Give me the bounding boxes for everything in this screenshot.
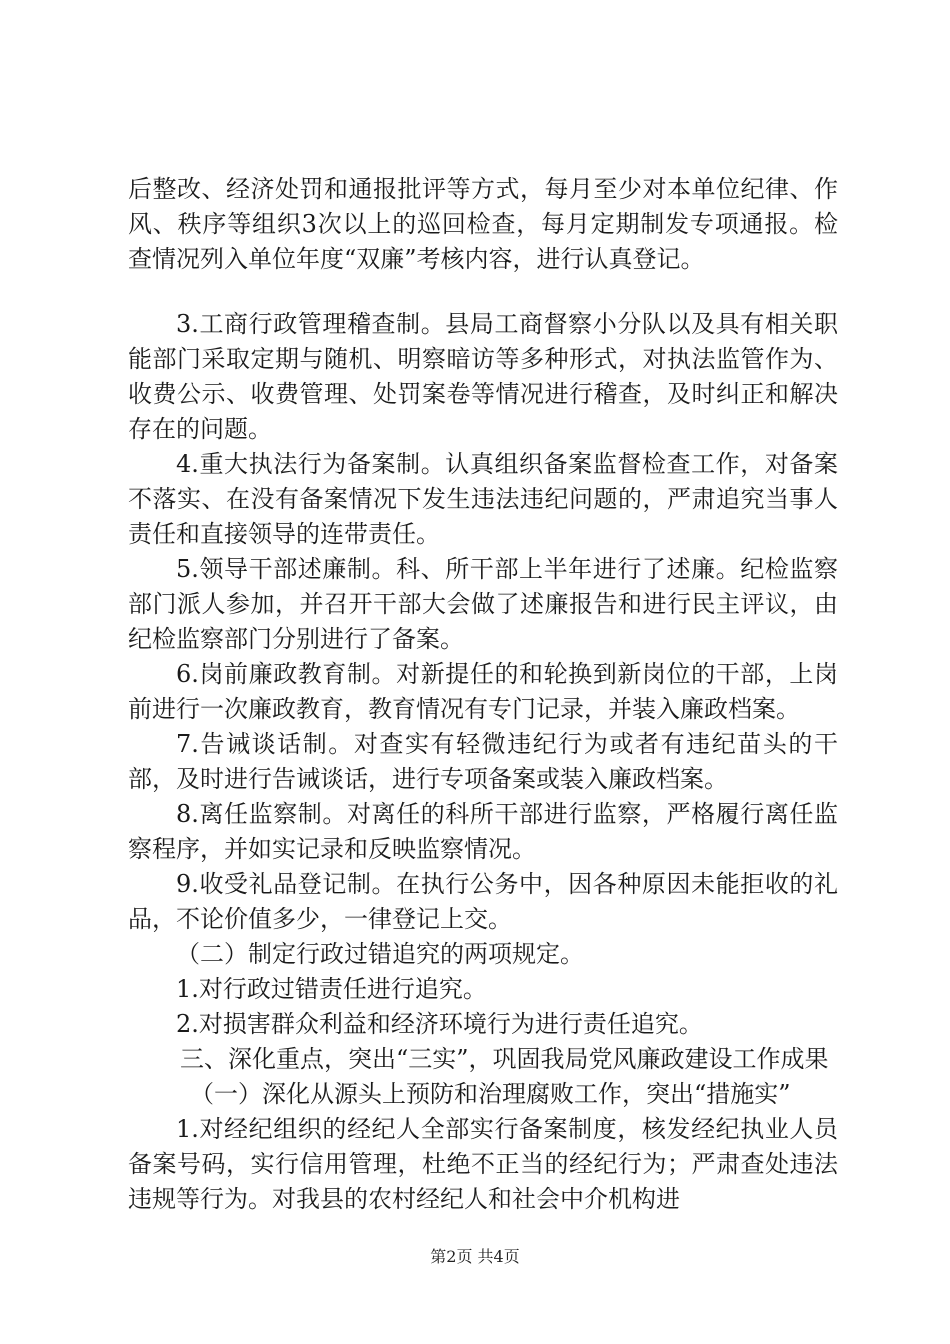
paragraph-gap xyxy=(128,277,838,307)
document-body xyxy=(128,172,838,1217)
paragraph-continued: 后整改、经济处罚和通报批评等方式，每月至少对本单位纪律、作风、秩序等组织3次以上的巡回检查，每月定期制发专项通报。检查情况列入单位年度“双廉”考核内容，进行认真登记。 xyxy=(128,175,838,273)
paragraph-sub-1: 1.对行政过错责任进行追究。 xyxy=(176,975,487,1003)
section-heading-3: 三、深化重点，突出“三实”，巩固我局党风廉政建设工作成果 xyxy=(180,1045,829,1073)
paragraph-item-6: 6.岗前廉政教育制。对新提任的和轮换到新岗位的干部，上岗前进行一次廉政教育，教育情况有专门记录，并装入廉政档案。 xyxy=(128,660,838,723)
paragraph-item-3: 3.工商行政管理稽查制。县局工商督察小分队以及具有相关职能部门采取定期与随机、明察暗访等多种形式，对执法监管作为、收费公示、收费管理、处罚案卷等情况进行稽查，及时纠正和解决存在的问题。 xyxy=(128,310,838,443)
paragraph-sub-2: 2.对损害群众利益和经济环境行为进行责任追究。 xyxy=(176,1010,703,1038)
paragraph-item-9: 9.收受礼品登记制。在执行公务中，因各种原因未能拒收的礼品，不论价值多少，一律登记上交。 xyxy=(128,870,838,933)
paragraph-item-4: 4.重大执法行为备案制。认真组织备案监督检查工作，对备案不落实、在没有备案情况下发生违法违纪问题的，严肃追究当事人责任和直接领导的连带责任。 xyxy=(128,450,838,548)
page-footer: 第2页 共4页 xyxy=(430,1247,520,1266)
paragraph-item-8: 8.离任监察制。对离任的科所干部进行监察，严格履行离任监察程序，并如实记录和反映监察情况。 xyxy=(128,800,838,863)
paragraph-3-1-1: 1.对经纪组织的经纪人全部实行备案制度，核发经纪执业人员备案号码，实行信用管理，杜绝不正当的经纪行为；严肃查处违法违规等行为。对我县的农村经纪人和社会中介机构进 xyxy=(128,1115,838,1213)
subheading-3-1: （一）深化从源头上预防和治理腐败工作，突出“措施实” xyxy=(190,1080,791,1108)
paragraph-item-5: 5.领导干部述廉制。科、所干部上半年进行了述廉。纪检监察部门派人参加，并召开干部大会做了述廉报告和进行民主评议，由纪检监察部门分别进行了备案。 xyxy=(128,555,838,653)
paragraph-item-7: 7.告诫谈话制。对查实有轻微违纪行为或者有违纪苗头的干部，及时进行告诫谈话，进行专项备案或装入廉政档案。 xyxy=(128,730,838,793)
subheading-2: （二）制定行政过错追究的两项规定。 xyxy=(176,940,584,968)
